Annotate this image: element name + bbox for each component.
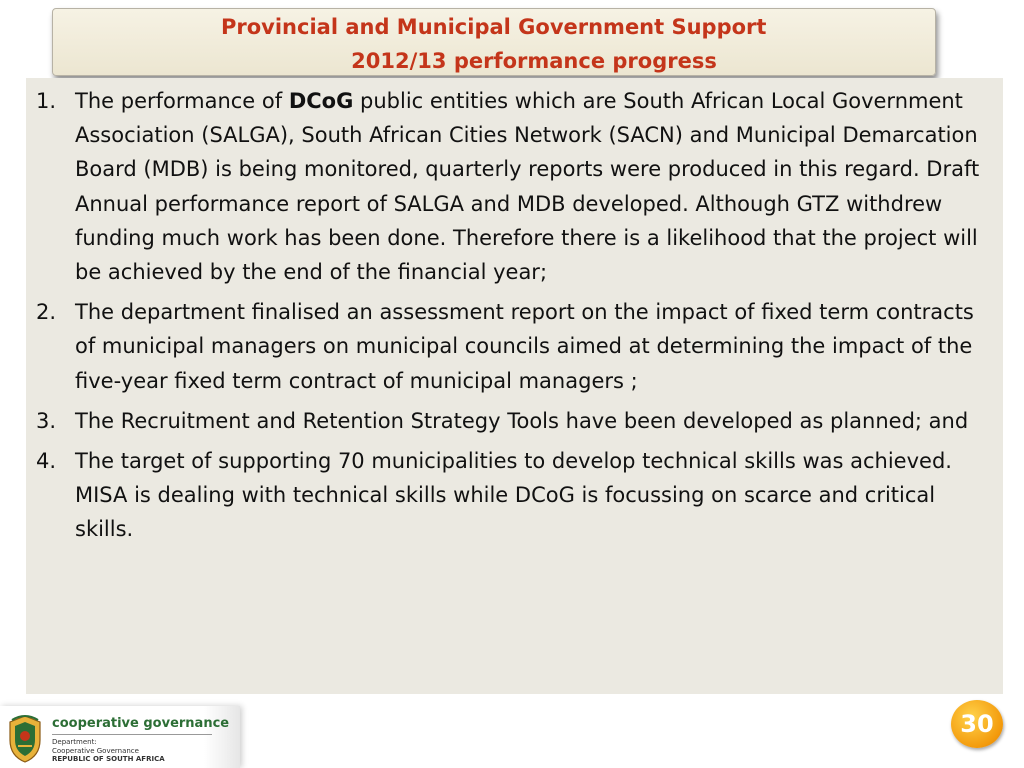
slide-title-box: [52, 8, 936, 76]
list-item: [36, 444, 996, 547]
coat-of-arms-icon: [4, 712, 46, 766]
dept-line3: REPUBLIC OF SOUTH AFRICA: [52, 755, 165, 764]
content-panel: [26, 78, 1003, 694]
slide-title: [53, 15, 935, 39]
list-item-bold: DCoG: [288, 89, 354, 113]
list-item-text: public entities which are South African Local Government Association (SALGA), South African Cities Network (SACN) and Municipal Demarcation Board (MDB) is being monitored, quarterly reports were produced in this regard. Draft Annual performance report of SALGA and MDB developed. Although GTZ withdrew funding much work has been done. Therefore there is a likelihood that the project will be achieved by the end of the financial year;: [75, 89, 980, 285]
page-number-badge: 30: [951, 700, 1003, 748]
list-item-text: The performance of: [75, 89, 289, 113]
list-item-number: 2.: [36, 300, 57, 325]
dept-line2: Cooperative Governance: [52, 746, 139, 755]
department-logo: [0, 706, 240, 768]
numbered-list: [36, 84, 996, 553]
list-item-number: 4.: [36, 449, 57, 474]
list-item-number: 1.: [36, 89, 57, 113]
list-item-text: The department finalised an assessment report on the impact of fixed term contracts of municipal managers on municipal councils aimed at determining the impact of the five-year fixed term contract of municipal managers ;: [75, 300, 974, 393]
logo-name: cooperative governance: [52, 716, 230, 731]
list-item: [36, 404, 996, 438]
list-item: [36, 84, 996, 289]
list-item-text: The Recruitment and Retention Strategy Tools have been developed as planned; and: [75, 408, 969, 433]
list-item-text: The target of supporting 70 municipalities to develop technical skills was achieved. MISA is dealing with technical skills while DCoG is focussing on scarce and critical skills.: [75, 449, 952, 542]
slide-title-text: Provincial and Municipal Government Support: [221, 15, 767, 39]
slide-subtitle: [53, 49, 935, 73]
list-item-number: 3.: [36, 408, 57, 433]
slide-subtitle-text: 2012/13 performance progress: [351, 49, 717, 73]
logo-divider: [52, 734, 212, 735]
list-item: [36, 295, 996, 398]
logo-department-text: [52, 738, 165, 764]
dept-line1: Department:: [52, 738, 97, 746]
